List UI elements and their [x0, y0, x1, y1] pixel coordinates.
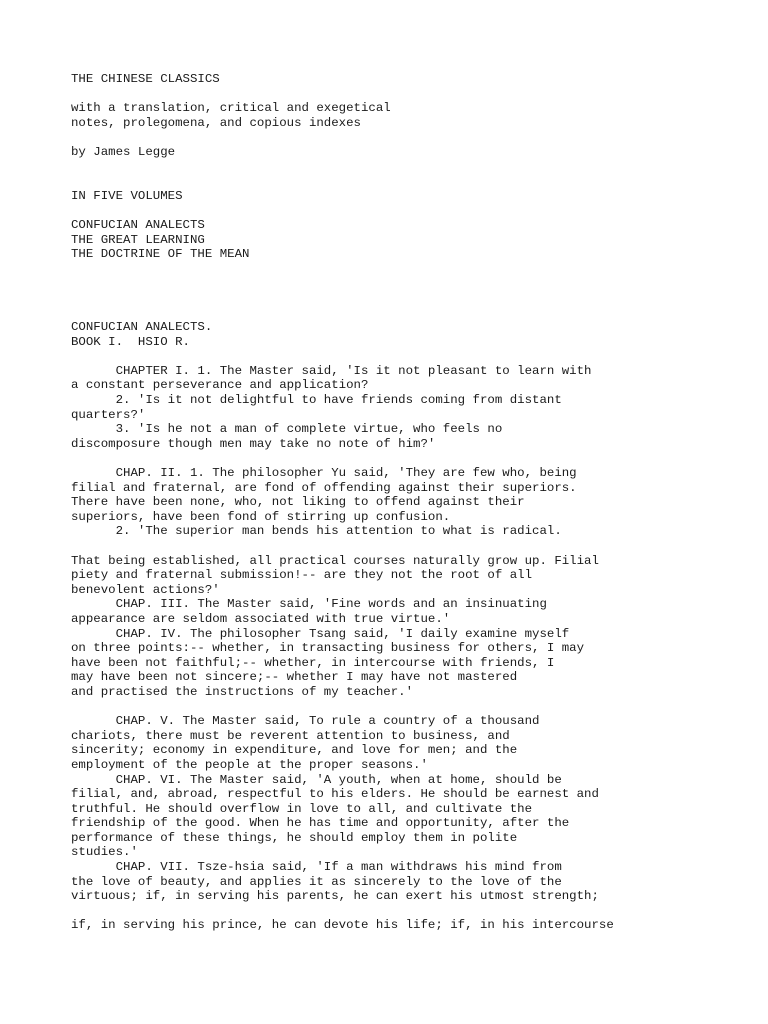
text-line: piety and fraternal submission!-- are they not the root of all [71, 568, 533, 583]
text-line: employment of the people at the proper seasons.' [71, 757, 428, 772]
text-line: on three points:-- whether, in transacting business for others, I may [71, 641, 585, 656]
text-line: There have been none, who, not liking to offend against their [71, 495, 525, 510]
text-line: chariots, there must be reverent attention to business, and [71, 728, 510, 743]
text-line: THE DOCTRINE OF THE MEAN [71, 247, 250, 262]
text-line: performance of these things, he should employ them in polite [71, 830, 518, 845]
text-line: truthful. He should overflow in love to all, and cultivate the [71, 801, 533, 816]
text-line: and practised the instructions of my teacher.' [71, 684, 414, 699]
text-line: virtuous; if, in serving his parents, he can exert his utmost strength; [71, 889, 599, 904]
text-line: discomposure though men may take no note of him?' [71, 436, 436, 451]
text-line: friendship of the good. When he has time and opportunity, after the [71, 816, 570, 831]
text-line: by James Legge [71, 144, 176, 159]
text-line: THE GREAT LEARNING [71, 232, 205, 247]
text-line: filial and fraternal, are fond of offending against their superiors. [71, 480, 577, 495]
text-line: CHAP. V. The Master said, To rule a country of a thousand [71, 714, 540, 729]
text-line: 3. 'Is he not a man of complete virtue, who feels no [71, 422, 503, 437]
text-line: filial, and, abroad, respectful to his elders. He should be earnest and [71, 787, 599, 802]
text-line: studies.' [71, 845, 138, 860]
text-line [71, 262, 751, 277]
text-line [71, 276, 751, 291]
text-line: appearance are seldom associated with true virtue.' [71, 611, 451, 626]
text-line: have been not faithful;-- whether, in intercourse with friends, I [71, 655, 555, 670]
text-line [71, 306, 751, 321]
text-line: IN FIVE VOLUMES [71, 188, 183, 203]
text-line [71, 203, 751, 218]
text-line: BOOK I. HSIO R. [71, 334, 190, 349]
text-line: THE CHINESE CLASSICS [71, 72, 220, 86]
text-line: sincerity; economy in expenditure, and love for men; and the [71, 743, 518, 758]
text-line [71, 700, 751, 715]
text-line: CHAP. III. The Master said, 'Fine words and an insinuating [71, 597, 547, 612]
text-line: 2. 'Is it not delightful to have friends coming from distant [71, 393, 562, 408]
text-line: CHAP. VII. Tsze-hsia said, 'If a man withdraws his mind from [71, 860, 562, 875]
text-line [71, 130, 751, 145]
text-line: a constant perseverance and application? [71, 378, 369, 393]
text-line [71, 87, 751, 102]
text-line: if, in serving his prince, he can devote his life; if, in his intercourse [71, 918, 614, 933]
text-line: 2. 'The superior man bends his attention to what is radical. [71, 524, 562, 539]
text-line [71, 451, 751, 466]
text-line [71, 349, 751, 364]
text-line: CONFUCIAN ANALECTS [71, 217, 205, 232]
text-line: the love of beauty, and applies it as sincerely to the love of the [71, 874, 562, 889]
text-line: with a translation, critical and exegetical [71, 101, 391, 116]
text-line [71, 160, 751, 175]
text-line: CONFUCIAN ANALECTS. [71, 320, 213, 335]
text-line [71, 904, 751, 919]
text-line: notes, prolegomena, and copious indexes [71, 115, 361, 130]
text-line: superiors, have been fond of stirring up confusion. [71, 509, 451, 524]
text-line: may have been not sincere;-- whether I may have not mastered [71, 670, 518, 685]
text-line [71, 174, 751, 189]
text-line: That being established, all practical courses naturally grow up. Filial [71, 553, 599, 568]
text-line: CHAP. VI. The Master said, 'A youth, when at home, should be [71, 772, 562, 787]
text-line [71, 539, 751, 554]
text-line: benevolent actions?' [71, 582, 220, 597]
text-line: CHAP. IV. The philosopher Tsang said, 'I daily examine myself [71, 626, 570, 641]
text-line: quarters?' [71, 407, 146, 422]
text-line: CHAP. II. 1. The philosopher Yu said, 'They are few who, being [71, 466, 577, 481]
document-page [71, 72, 751, 933]
text-line: CHAPTER I. 1. The Master said, 'Is it not pleasant to learn with [71, 363, 592, 378]
text-line [71, 291, 751, 306]
